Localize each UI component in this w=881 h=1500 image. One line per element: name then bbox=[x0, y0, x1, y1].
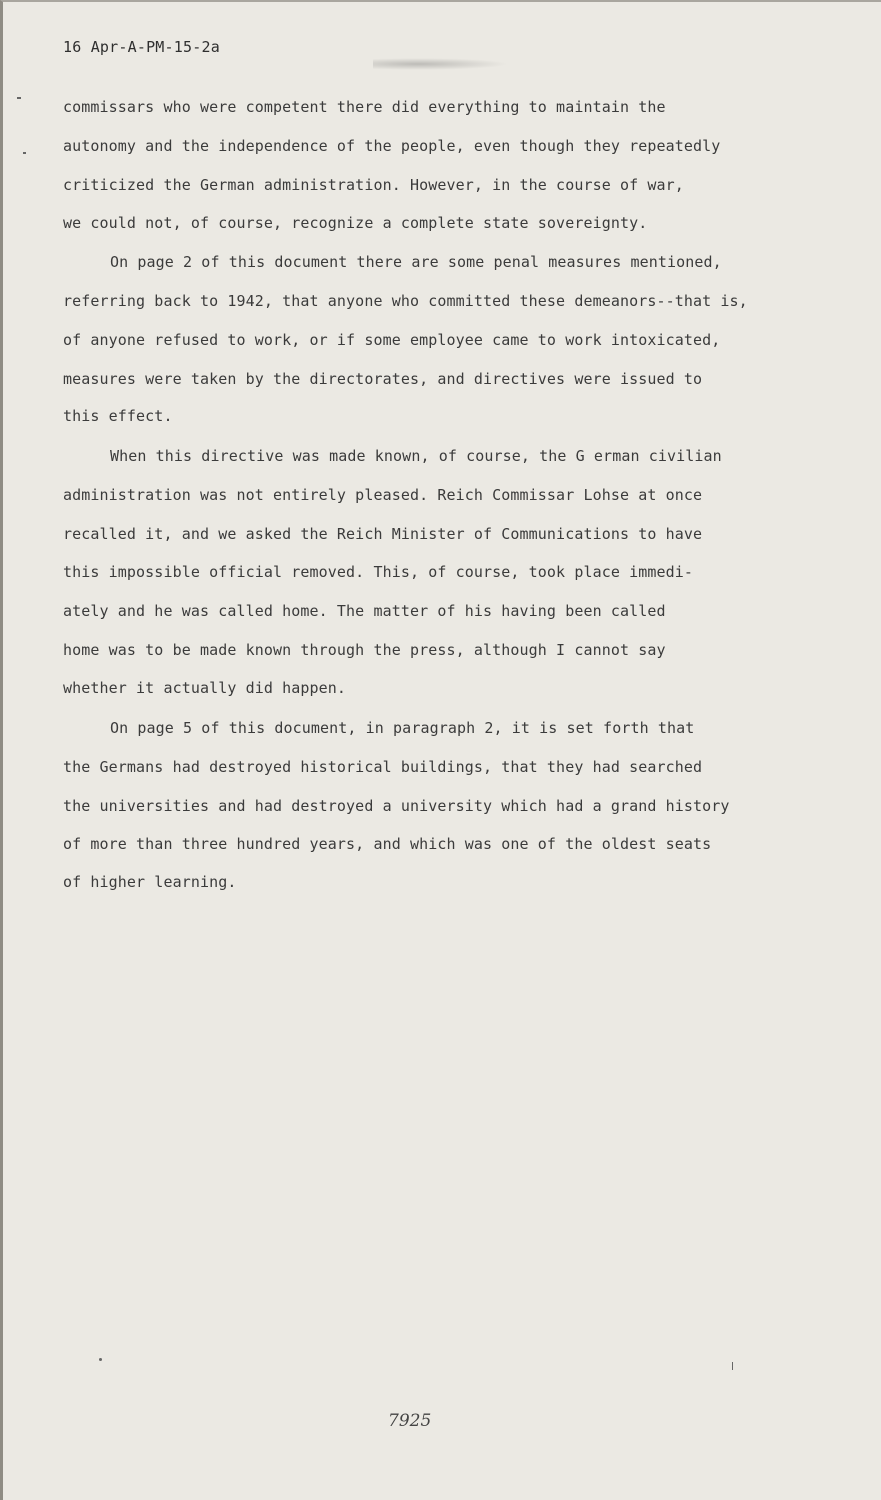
text-line: the universities and had destroyed a university which had a grand history bbox=[63, 797, 730, 815]
text-line: this effect. bbox=[63, 407, 173, 425]
text-line: whether it actually did happen. bbox=[63, 679, 347, 697]
text-line: of more than three hundred years, and which was one of the oldest seats bbox=[63, 835, 712, 853]
text-line: commissars who were competent there did everything to maintain the bbox=[63, 98, 666, 116]
margin-mark bbox=[23, 152, 26, 154]
text-line: measures were taken by the directorates, and directives were issued to bbox=[63, 370, 703, 388]
transcript-code: 16 Apr-A-PM-15-2a bbox=[63, 38, 220, 56]
text-line: referring back to 1942, that anyone who committed these demeanors--that is, bbox=[63, 292, 748, 310]
text-line: On page 5 of this document, in paragraph 2, it is set forth that bbox=[110, 719, 695, 737]
text-line: recalled it, and we asked the Reich Minister of Communications to have bbox=[63, 525, 703, 543]
text-line: On page 2 of this document there are some penal measures mentioned, bbox=[110, 253, 722, 271]
stray-tick bbox=[732, 1362, 733, 1370]
text-line: criticized the German administration. However, in the course of war, bbox=[63, 176, 684, 194]
text-line: this impossible official removed. This, of course, took place immedi- bbox=[63, 563, 694, 581]
stray-dot bbox=[99, 1358, 102, 1361]
text-line: of anyone refused to work, or if some employee came to work intoxicated, bbox=[63, 331, 721, 349]
text-line: of higher learning. bbox=[63, 873, 237, 891]
text-line: the Germans had destroyed historical buildings, that they had searched bbox=[63, 758, 703, 776]
text-line: administration was not entirely pleased. Reich Commissar Lohse at once bbox=[63, 486, 703, 504]
text-line: ately and he was called home. The matter of his having been called bbox=[63, 602, 666, 620]
text-line: autonomy and the independence of the people, even though they repeatedly bbox=[63, 137, 721, 155]
text-line: we could not, of course, recognize a complete state sovereignty. bbox=[63, 214, 648, 232]
text-line: When this directive was made known, of course, the G erman civilian bbox=[110, 447, 722, 465]
margin-mark bbox=[17, 97, 21, 99]
ink-smudge bbox=[373, 57, 523, 71]
text-line: home was to be made known through the press, although I cannot say bbox=[63, 641, 666, 659]
page-number: 7925 bbox=[388, 1411, 432, 1431]
